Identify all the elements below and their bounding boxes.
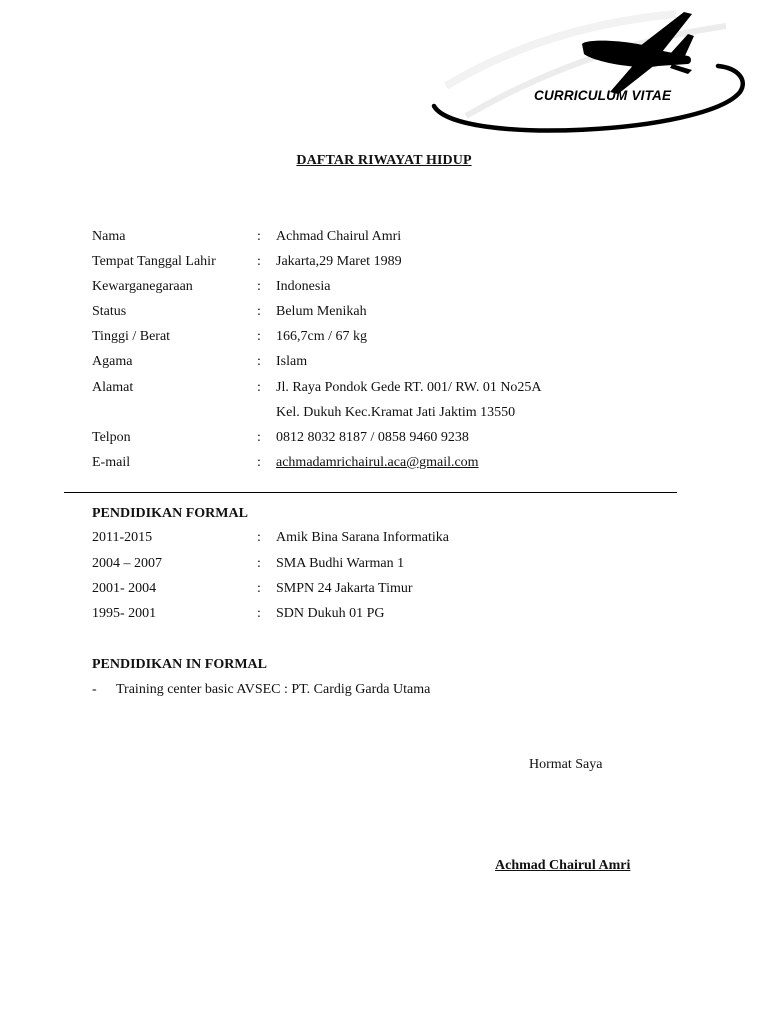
section-divider <box>64 492 677 493</box>
field-value: 166,7cm / 67 kg <box>276 329 367 344</box>
field-value: Indonesia <box>276 279 331 294</box>
field-label: Nama <box>92 229 126 244</box>
education-school: Amik Bina Sarana Informatika <box>276 530 450 545</box>
education-school: SMPN 24 Jakarta Timur <box>276 581 413 596</box>
informal-education-heading: PENDIDIKAN IN FORMAL <box>92 657 267 672</box>
closing-text: Hormat Saya <box>529 757 603 772</box>
field-separator: : <box>257 581 261 596</box>
field-label: Tempat Tanggal Lahir <box>92 254 216 269</box>
education-period: 1995- 2001 <box>92 606 157 621</box>
page-title: DAFTAR RIWAYAT HIDUP <box>296 153 472 168</box>
field-label: Agama <box>92 354 133 369</box>
education-period: 2004 – 2007 <box>92 556 162 571</box>
field-separator: : <box>257 354 261 369</box>
field-label: E-mail <box>92 455 131 470</box>
education-period: 2001- 2004 <box>92 581 157 596</box>
field-separator: : <box>257 329 261 344</box>
field-value: 0812 8032 8187 / 0858 9460 9238 <box>276 430 469 445</box>
field-label: Status <box>92 304 127 319</box>
field-value: Kel. Dukuh Kec.Kramat Jati Jaktim 13550 <box>276 405 516 420</box>
field-value: Achmad Chairul Amri <box>276 229 402 244</box>
education-school: SMA Budhi Warman 1 <box>276 556 405 571</box>
field-label: Kewarganegaraan <box>92 279 193 294</box>
field-separator: : <box>257 455 261 470</box>
field-label: Telpon <box>92 430 131 445</box>
bullet-dash: - <box>92 682 97 697</box>
education-period: 2011-2015 <box>92 530 153 545</box>
field-value: Belum Menikah <box>276 304 367 319</box>
field-separator: : <box>257 279 261 294</box>
field-separator: : <box>257 430 261 445</box>
field-value: Jl. Raya Pondok Gede RT. 001/ RW. 01 No25A <box>276 380 542 395</box>
education-school: SDN Dukuh 01 PG <box>276 606 385 621</box>
formal-education-heading: PENDIDIKAN FORMAL <box>92 506 248 521</box>
email-link[interactable]: achmadamrichairul.aca@gmail.com <box>276 455 479 470</box>
field-value: Islam <box>276 354 308 369</box>
field-separator: : <box>257 556 261 571</box>
airplane-icon <box>426 6 752 142</box>
field-separator: : <box>257 606 261 621</box>
field-separator: : <box>257 229 261 244</box>
field-separator: : <box>257 304 261 319</box>
field-separator: : <box>257 380 261 395</box>
signature-name: Achmad Chairul Amri <box>495 858 631 873</box>
logo-title: CURRICULUM VITAE <box>534 88 672 103</box>
field-separator: : <box>257 254 261 269</box>
field-separator: : <box>257 530 261 545</box>
training-text: Training center basic AVSEC : PT. Cardig Garda Utama <box>116 682 431 697</box>
field-label: Tinggi / Berat <box>92 329 171 344</box>
field-value: Jakarta,29 Maret 1989 <box>276 254 402 269</box>
field-label: Alamat <box>92 380 134 395</box>
cv-logo <box>426 6 752 142</box>
